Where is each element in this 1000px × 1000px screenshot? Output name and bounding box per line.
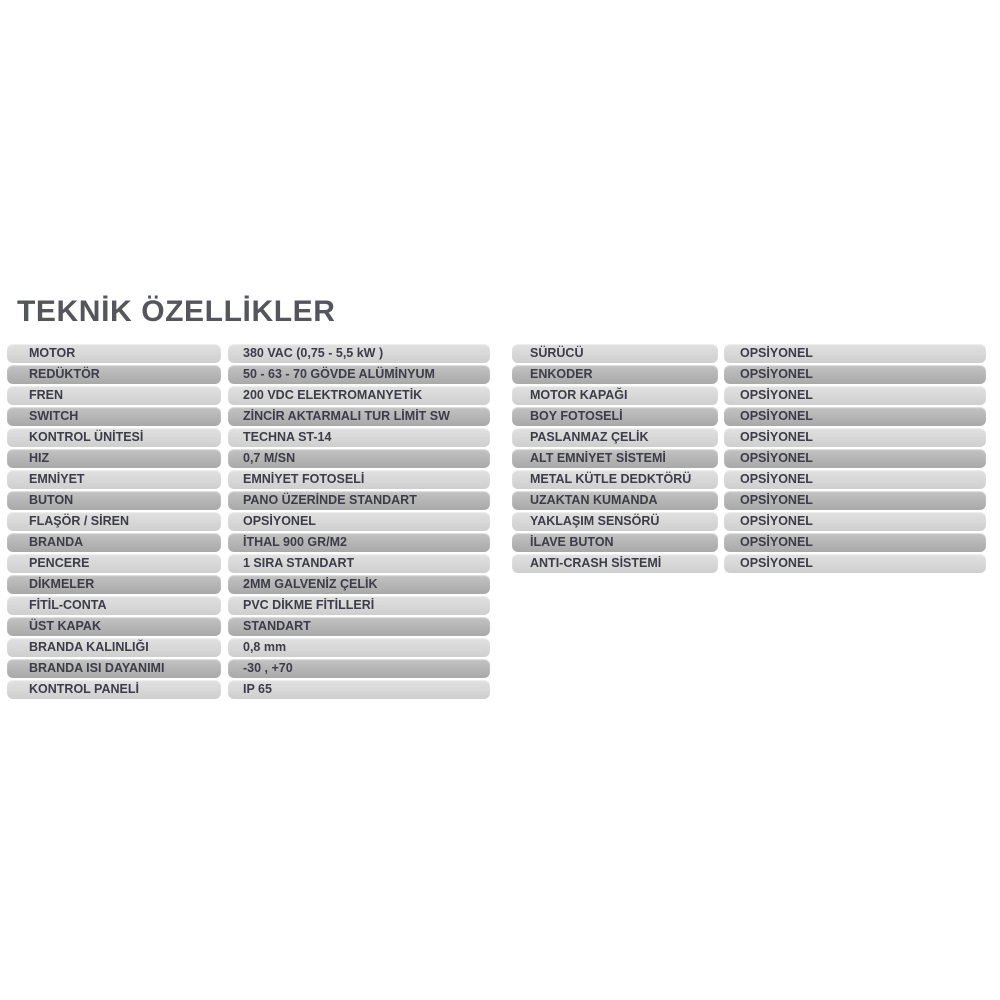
spec-label: MOTOR KAPAĞI — [512, 386, 718, 405]
spec-row — [7, 680, 490, 699]
spec-row — [7, 554, 490, 573]
spec-value: 0,8 mm — [228, 638, 490, 657]
spec-value: OPSİYONEL — [724, 554, 986, 573]
spec-value: -30 , +70 — [228, 659, 490, 678]
spec-row — [7, 386, 490, 405]
spec-value: TECHNA ST-14 — [228, 428, 490, 447]
spec-value: 380 VAC (0,75 - 5,5 kW ) — [228, 344, 490, 363]
spec-label: EMNİYET — [7, 470, 221, 489]
spec-value: IP 65 — [228, 680, 490, 699]
spec-row — [7, 617, 490, 636]
spec-label: BRANDA KALINLIĞI — [7, 638, 221, 657]
spec-label: ENKODER — [512, 365, 718, 384]
spec-label: BOY FOTOSELİ — [512, 407, 718, 426]
spec-row — [512, 386, 986, 405]
spec-label: FREN — [7, 386, 221, 405]
spec-label: DİKMELER — [7, 575, 221, 594]
spec-row — [7, 659, 490, 678]
spec-row — [512, 533, 986, 552]
spec-row — [512, 554, 986, 573]
spec-label: REDÜKTÖR — [7, 365, 221, 384]
spec-label: MOTOR — [7, 344, 221, 363]
spec-value: EMNİYET FOTOSELİ — [228, 470, 490, 489]
spec-label: METAL KÜTLE DEDKTÖRÜ — [512, 470, 718, 489]
spec-label: FLAŞÖR / SİREN — [7, 512, 221, 531]
spec-value: PANO ÜZERİNDE STANDART — [228, 491, 490, 510]
spec-value: OPSİYONEL — [724, 428, 986, 447]
spec-label: ALT EMNİYET SİSTEMİ — [512, 449, 718, 468]
spec-value: ZİNCİR AKTARMALI TUR LİMİT SW — [228, 407, 490, 426]
page-title: TEKNİK ÖZELLİKLER — [17, 295, 336, 328]
spec-label: BUTON — [7, 491, 221, 510]
spec-value: PVC DİKME FİTİLLERİ — [228, 596, 490, 615]
spec-row — [7, 491, 490, 510]
spec-label: ANTI-CRASH SİSTEMİ — [512, 554, 718, 573]
spec-label: ÜST KAPAK — [7, 617, 221, 636]
spec-label: BRANDA ISI DAYANIMI — [7, 659, 221, 678]
spec-label: UZAKTAN KUMANDA — [512, 491, 718, 510]
spec-value: OPSİYONEL — [228, 512, 490, 531]
spec-value: STANDART — [228, 617, 490, 636]
spec-value: OPSİYONEL — [724, 491, 986, 510]
spec-row — [512, 365, 986, 384]
spec-value: OPSİYONEL — [724, 407, 986, 426]
spec-table-options — [512, 344, 986, 575]
spec-label: HIZ — [7, 449, 221, 468]
spec-label: SWITCH — [7, 407, 221, 426]
spec-label: FİTİL-CONTA — [7, 596, 221, 615]
spec-row — [7, 449, 490, 468]
spec-label: KONTROL PANELİ — [7, 680, 221, 699]
spec-row — [7, 428, 490, 447]
spec-label: BRANDA — [7, 533, 221, 552]
spec-value: OPSİYONEL — [724, 533, 986, 552]
spec-row — [7, 638, 490, 657]
spec-table-main — [7, 344, 490, 701]
spec-value: OPSİYONEL — [724, 512, 986, 531]
spec-row — [512, 428, 986, 447]
spec-row — [7, 407, 490, 426]
spec-value: 0,7 M/SN — [228, 449, 490, 468]
spec-value: 2MM GALVENİZ ÇELİK — [228, 575, 490, 594]
spec-label: PENCERE — [7, 554, 221, 573]
spec-label: PASLANMAZ ÇELİK — [512, 428, 718, 447]
spec-value: 200 VDC ELEKTROMANYETİK — [228, 386, 490, 405]
spec-label: SÜRÜCÜ — [512, 344, 718, 363]
spec-row — [512, 449, 986, 468]
spec-value: 50 - 63 - 70 GÖVDE ALÜMİNYUM — [228, 365, 490, 384]
spec-row — [512, 470, 986, 489]
spec-row — [512, 407, 986, 426]
spec-row — [7, 365, 490, 384]
spec-row — [512, 512, 986, 531]
spec-row — [7, 596, 490, 615]
spec-value: 1 SIRA STANDART — [228, 554, 490, 573]
spec-row — [7, 470, 490, 489]
spec-row — [7, 512, 490, 531]
spec-value: OPSİYONEL — [724, 449, 986, 468]
spec-row — [7, 344, 490, 363]
spec-row — [7, 575, 490, 594]
spec-value: OPSİYONEL — [724, 386, 986, 405]
spec-value: OPSİYONEL — [724, 470, 986, 489]
spec-label: İLAVE BUTON — [512, 533, 718, 552]
spec-row — [512, 344, 986, 363]
spec-row — [512, 491, 986, 510]
spec-value: OPSİYONEL — [724, 344, 986, 363]
spec-label: KONTROL ÜNİTESİ — [7, 428, 221, 447]
spec-value: OPSİYONEL — [724, 365, 986, 384]
spec-row — [7, 533, 490, 552]
spec-label: YAKLAŞIM SENSÖRÜ — [512, 512, 718, 531]
spec-value: İTHAL 900 GR/M2 — [228, 533, 490, 552]
